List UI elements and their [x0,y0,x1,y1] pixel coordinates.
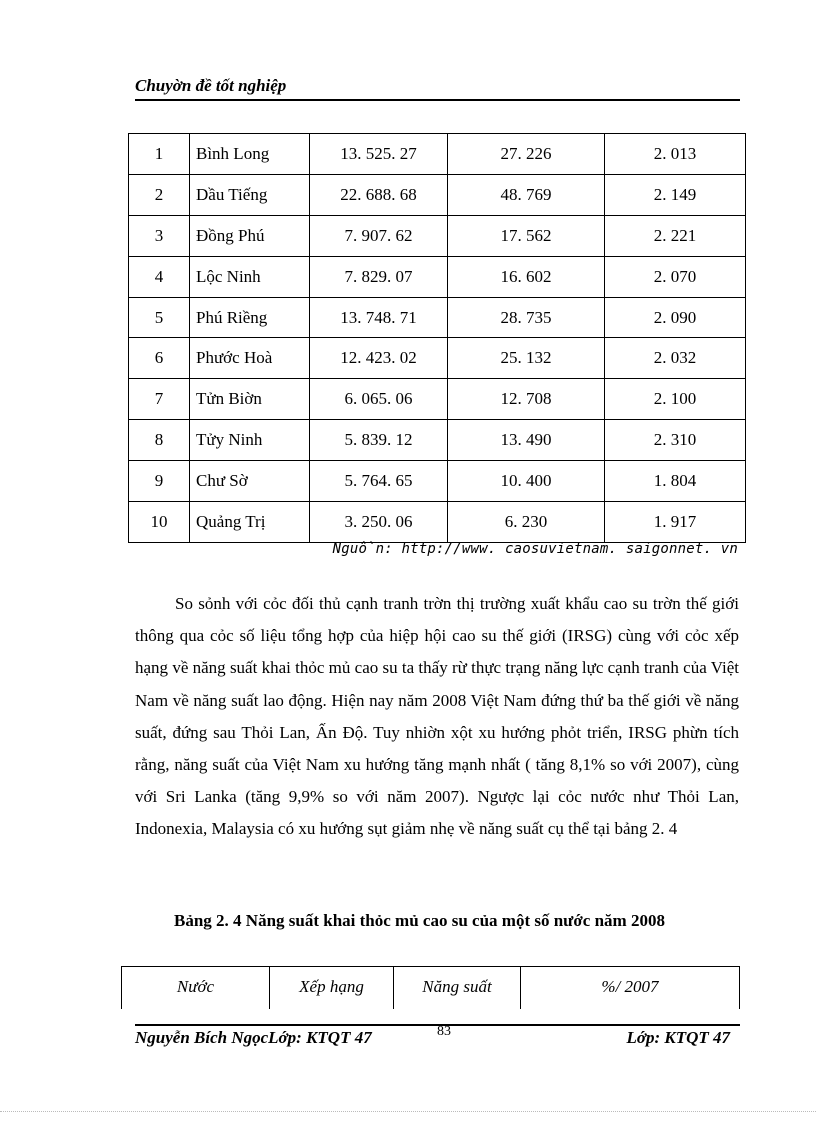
footer-author: Nguyễn Bích NgọcLớp: KTQT 47 [135,1028,372,1047]
header-percent-2007: %/ 2007 [521,967,740,1009]
header-title: Chuyờn đề tốt nghiệp [135,76,287,95]
yield-value: 2. 100 [605,379,746,420]
table-row [129,215,746,256]
row-number: 3 [129,215,190,256]
area-value: 7. 907. 62 [310,215,448,256]
table-caption: Bảng 2. 4 Năng suất khai thỏc mủ cao su của một số nước năm 2008 [174,911,665,930]
company-name: Tửn Biờn [190,379,310,420]
company-name: Đồng Phú [190,215,310,256]
area-value: 6. 065. 06 [310,379,448,420]
yield-value: 1. 804 [605,461,746,502]
table-row [129,134,746,175]
output-value: 17. 562 [448,215,605,256]
area-value: 5. 839. 12 [310,420,448,461]
company-name: Phước Hoà [190,338,310,379]
table-row [129,461,746,502]
row-number: 7 [129,379,190,420]
row-number: 1 [129,134,190,175]
yield-value: 2. 032 [605,338,746,379]
yield-value: 2. 149 [605,174,746,215]
row-number: 5 [129,297,190,338]
area-value: 12. 423. 02 [310,338,448,379]
table-row [129,502,746,543]
row-number: 9 [129,461,190,502]
row-number: 8 [129,420,190,461]
output-value: 13. 490 [448,420,605,461]
header-yield: Năng suất [394,967,521,1009]
row-number: 10 [129,502,190,543]
output-value: 28. 735 [448,297,605,338]
yield-value: 2. 221 [605,215,746,256]
output-value: 10. 400 [448,461,605,502]
table-row [129,174,746,215]
company-name: Tửy Ninh [190,420,310,461]
table-row [129,256,746,297]
area-value: 7. 829. 07 [310,256,448,297]
plantation-table [128,133,746,543]
company-name: Chư Sờ [190,461,310,502]
company-name: Lộc Ninh [190,256,310,297]
output-value: 25. 132 [448,338,605,379]
table-row [129,338,746,379]
yield-value: 2. 013 [605,134,746,175]
company-name: Bình Long [190,134,310,175]
area-value: 5. 764. 65 [310,461,448,502]
output-value: 27. 226 [448,134,605,175]
source-note: Nguồn: http://www. caosuvietnam. saigonnet. vn [332,541,738,557]
company-name: Phú Riềng [190,297,310,338]
yield-value: 1. 917 [605,502,746,543]
table-row [129,420,746,461]
company-name: Quảng Trị [190,502,310,543]
page-bottom-divider [0,1111,816,1112]
header-country: Nước [122,967,270,1009]
paragraph-text: So sỏnh với cỏc đối thủ cạnh tranh trờn thị trường xuất khẩu cao su trờn thế giới thông qua cỏc số liệu tổng hợp của hiệp hội cao su thế giới (IRSG) cùng với cỏc xếp hạng về năng suất khai thỏc mủ cao su ta thấy rừ thực trạng năng lực cạnh tranh của Việt Nam về năng suất lao động. Hiện nay năm 2008 Việt Nam đứng thứ ba thế giới về năng suất, đứng sau Thỏi Lan, Ấn Độ. Tuy nhiờn xột xu hướng phỏt triển, IRSG phừn tích rằng, năng suất của Việt Nam xu hướng tăng mạnh nhất ( tăng 8,1% so với 2007), cùng với Sri Lanka (tăng 9,9% so với năm 2007). Ngược lại cỏc nước như Thỏi Lan, Indonexia, Malaysia có xu hướng sụt giảm nhẹ về năng suất cụ thể tại bảng 2. 4 [135,594,739,839]
header-rule [135,99,740,101]
table-row [129,297,746,338]
body-paragraph [135,588,739,846]
area-value: 3. 250. 06 [310,502,448,543]
output-value: 16. 602 [448,256,605,297]
output-value: 6. 230 [448,502,605,543]
area-value: 13. 748. 71 [310,297,448,338]
yield-value: 2. 310 [605,420,746,461]
table-header-row [122,967,740,1009]
row-number: 4 [129,256,190,297]
company-name: Dầu Tiếng [190,174,310,215]
area-value: 13. 525. 27 [310,134,448,175]
table-row [129,379,746,420]
row-number: 2 [129,174,190,215]
header-rank: Xếp hạng [270,967,394,1009]
yield-value: 2. 090 [605,297,746,338]
output-value: 48. 769 [448,174,605,215]
footer-class: Lớp: KTQT 47 [626,1028,730,1047]
output-value: 12. 708 [448,379,605,420]
area-value: 22. 688. 68 [310,174,448,215]
row-number: 6 [129,338,190,379]
yield-value: 2. 070 [605,256,746,297]
page-number: 83 [437,1024,451,1039]
yield-by-country-table [121,966,740,1009]
